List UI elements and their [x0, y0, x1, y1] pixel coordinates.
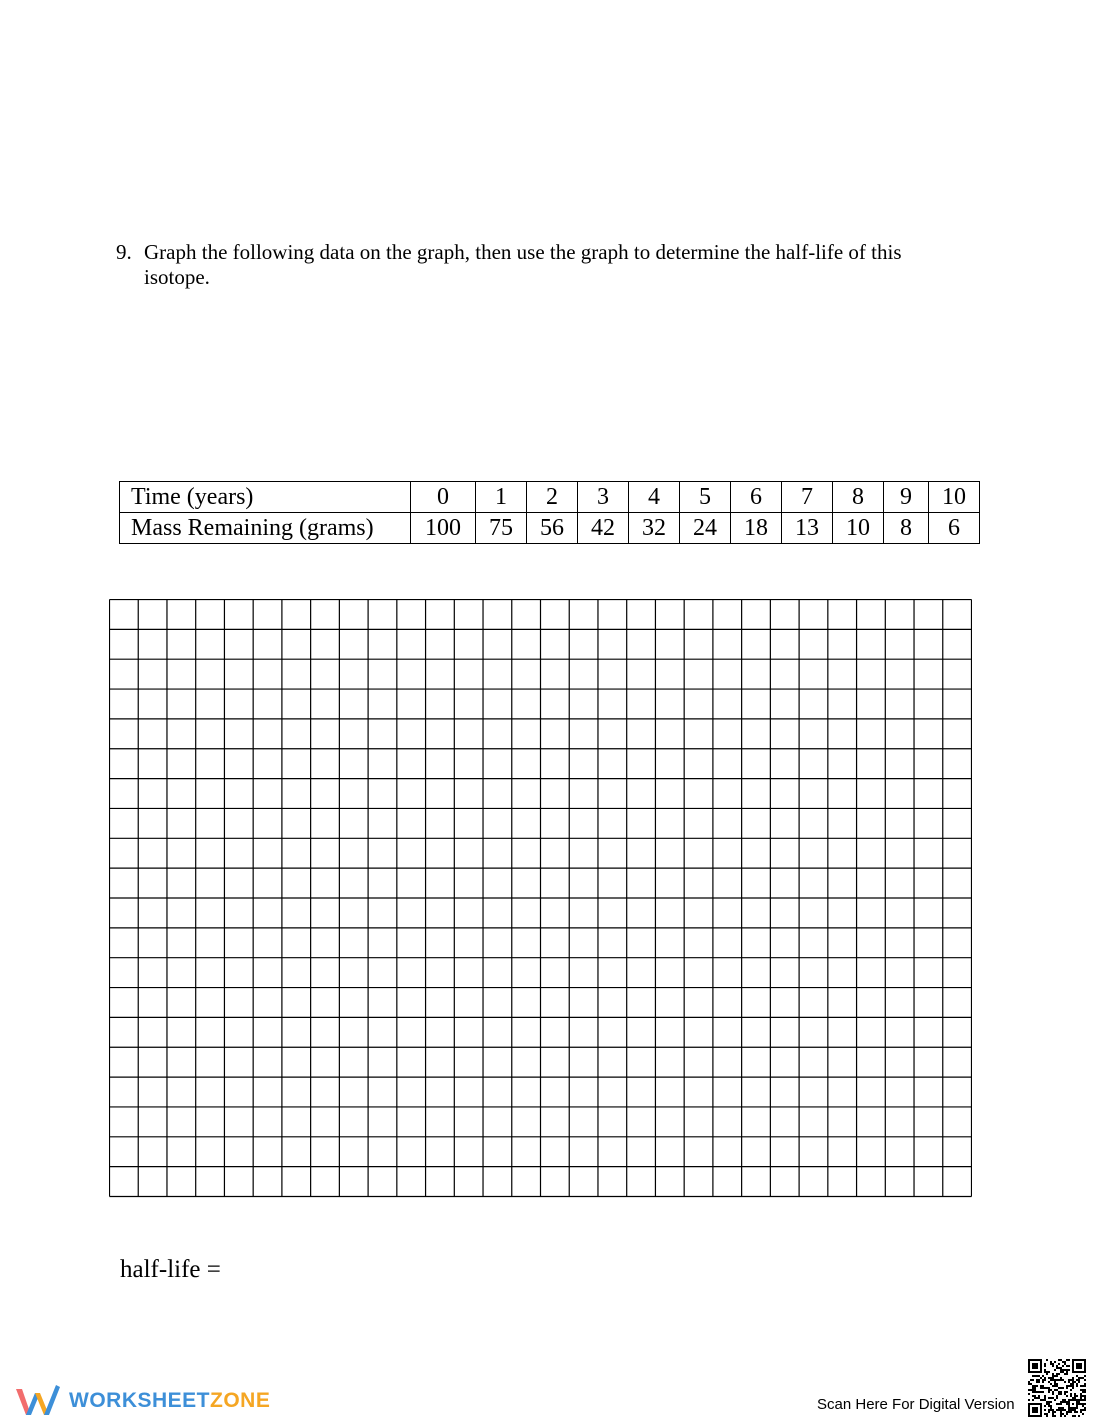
table-cell: 18	[731, 513, 782, 544]
row-label-time: Time (years)	[120, 482, 411, 513]
data-table	[119, 481, 980, 544]
table-cell: 2	[527, 482, 578, 513]
table-cell: 42	[578, 513, 629, 544]
graph-grid-lines	[109, 599, 972, 1198]
question-9	[116, 240, 936, 290]
table-cell: 8	[833, 482, 884, 513]
worksheetzone-w-icon	[14, 1383, 60, 1419]
table-cell: 6	[929, 513, 980, 544]
qr-code-icon[interactable]	[1028, 1359, 1086, 1417]
table-cell: 4	[629, 482, 680, 513]
question-text-line-2: isotope.	[144, 265, 210, 289]
table-cell: 3	[578, 482, 629, 513]
table-row-time	[120, 482, 980, 513]
worksheetzone-logo	[14, 1383, 270, 1419]
graph-grid[interactable]	[109, 599, 972, 1198]
question-text-line-1: Graph the following data on the graph, then use the graph to determine the half-life of this	[144, 240, 902, 264]
table-cell: 75	[476, 513, 527, 544]
brand-name	[69, 1389, 270, 1413]
table-cell: 13	[782, 513, 833, 544]
table-row-mass	[120, 513, 980, 544]
brand-name-part2: ZONE	[210, 1389, 271, 1412]
table-cell: 32	[629, 513, 680, 544]
scan-here-text: Scan Here For Digital Version	[817, 1396, 1015, 1413]
table-cell: 7	[782, 482, 833, 513]
table-cell: 0	[411, 482, 476, 513]
table-cell: 1	[476, 482, 527, 513]
half-life-answer-label: half-life =	[120, 1256, 221, 1283]
table-cell: 8	[884, 513, 929, 544]
question-number: 9.	[116, 240, 132, 264]
table-cell: 5	[680, 482, 731, 513]
brand-name-part1: WORKSHEET	[69, 1389, 210, 1412]
table-cell: 24	[680, 513, 731, 544]
table-cell: 6	[731, 482, 782, 513]
table-cell: 56	[527, 513, 578, 544]
table-cell: 9	[884, 482, 929, 513]
table-cell: 100	[411, 513, 476, 544]
table-cell: 10	[929, 482, 980, 513]
table-cell: 10	[833, 513, 884, 544]
row-label-mass: Mass Remaining (grams)	[120, 513, 411, 544]
